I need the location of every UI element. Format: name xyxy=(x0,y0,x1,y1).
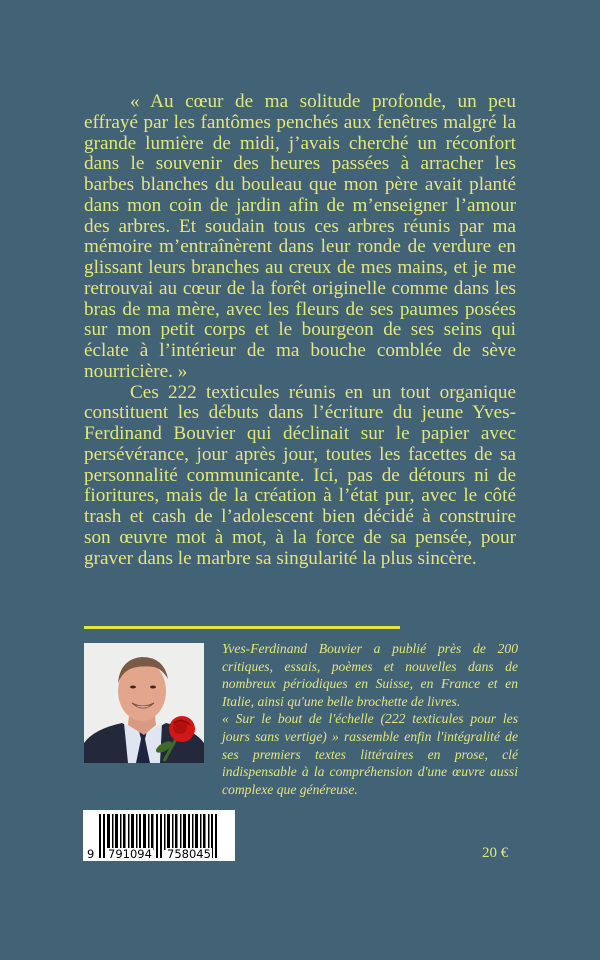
isbn-first-digit: 9 xyxy=(87,847,95,861)
author-bio xyxy=(222,640,518,798)
back-cover-blurb xyxy=(84,92,516,569)
divider-line xyxy=(84,626,400,629)
isbn-barcode xyxy=(83,810,235,861)
author-portrait-icon xyxy=(84,643,204,763)
book-summary-paragraph: « Sur le bout de l'échelle (222 texticules pour les jours sans vertige) » rassemble enfin l'intégralité de ses premiers textes littéraires en prose, clé indispensable à la compréhension d'une œuvre aussi complexe que généreuse. xyxy=(222,711,518,797)
isbn-right-group: 758045 xyxy=(167,847,211,861)
price-label: 20 € xyxy=(482,845,509,861)
bio-paragraph: Yves-Ferdinand Bouvier a publié près de 200 critiques, essais, poèmes et nouvelles dans de nombreux périodiques en Suisse, en France et en Italie, ainsi qu'une belle brochette de livres. xyxy=(222,641,518,709)
quote-paragraph: « Au cœur de ma solitude profonde, un peu effrayé par les fantômes penchés aux fenêtres malgré la grande lumière de midi, j’avais cherché un réconfort dans le souvenir des heures passées à arracher les barbes blanches du bouleau que mon père avait planté dans mon coin de jardin afin de m’enseigner l’amour des arbres. Et soudain tous ces arbres réunis par ma mémoire m’entraînèrent dans leur ronde de verdure en glissant leurs branches au creux de mes mains, et je me retrouvai au cœur de la forêt originelle comme dans les bras de ma mère, avec les fleurs de ses paumes posées sur mon petit corps et le bourgeon de ses seins qui éclate à l’intérieur de ma bouche comblée de sève nourricière. » xyxy=(84,91,516,382)
author-photo xyxy=(84,643,204,763)
barcode-icon xyxy=(83,810,235,861)
description-paragraph: Ces 222 texticules réunis en un tout organique constituent les débuts dans l’écriture du jeune Yves-Ferdinand Bouvier qui déclinait sur le papier avec persévérance, jour après jour, toutes les facettes de sa personnalité communicante. Ici, pas de détours ni de fioritures, mais de la création à l’état pur, avec le côté trash et cash de l’adolescent bien décidé à construire son œuvre mot à mot, à la force de sa pensée, pour graver dans le marbre sa singularité la plus sincère. xyxy=(84,381,516,569)
isbn-left-group: 791094 xyxy=(108,847,152,861)
